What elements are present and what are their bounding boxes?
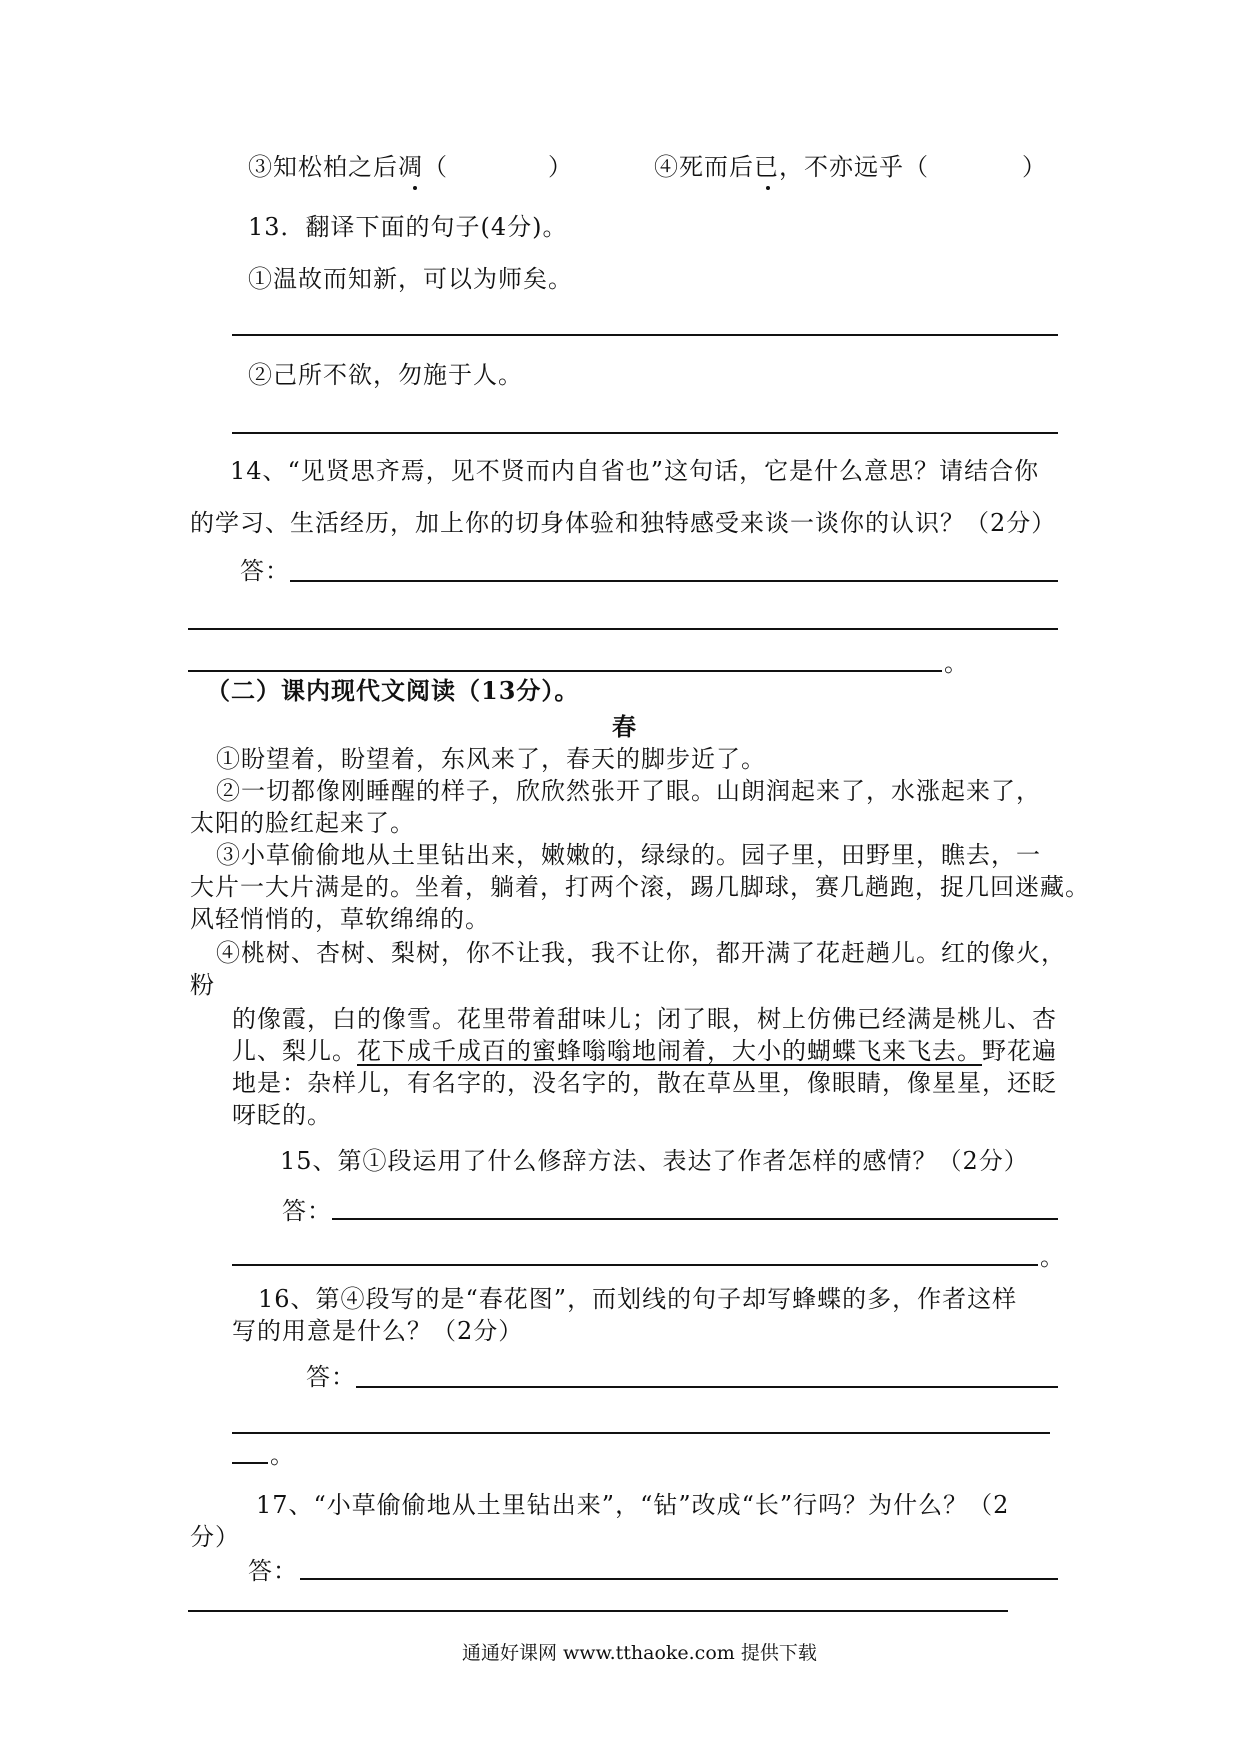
passage-paragraph-4-cont: 呀眨的。 [232,1101,332,1129]
answer-line [232,432,1058,434]
q14-line-1: 14、“见贤思齐焉，见不贤而内自省也”这句话，它是什么意思？请结合你 [230,457,1040,485]
q17-line-1: 17、“小草偷偷地从土里钻出来”，“钻”改成“长”行吗？为什么？（2 [256,1491,1010,1519]
answer-line [232,1432,1050,1434]
passage-paragraph-4-cont [232,1036,1057,1066]
emphasis-dot [413,186,417,190]
answer-line [290,580,1058,582]
emphasis-dot [766,186,770,190]
passage-text: 野花遍 [982,1037,1057,1065]
q13-sentence-2: ②己所不欲，勿施于人。 [248,361,523,389]
answer-label: 答： [240,557,290,585]
q12-item4-close: ） [1022,153,1047,181]
answer-label: 答： [306,1363,356,1391]
q17-line-2: 分） [190,1523,240,1551]
period: 。 [944,649,969,677]
answer-line [232,1264,1038,1266]
q14-line-2: 的学习、生活经历，加上你的切身体验和独特感受来谈一谈你的认识？（2分） [190,509,1057,537]
passage-paragraph-2: ②一切都像刚睡醒的样子，欣欣然张开了眼。山朗润起来了，水涨起来了， [216,777,1041,805]
answer-line [188,628,1058,630]
q15-text: 15、第①段运用了什么修辞方法、表达了作者怎样的感情？（2分） [280,1147,1029,1175]
q12-item3-close: ） [548,153,573,181]
passage-paragraph-3-cont: 风轻悄悄的，草软绵绵的。 [190,905,490,933]
q13-sentence-1: ①温故而知新，可以为师矣。 [248,265,573,293]
answer-line [188,670,942,672]
answer-line [232,1462,268,1464]
section-heading: （二）课内现代文阅读（13分）。 [206,676,580,705]
passage-text: 儿、梨儿。 [232,1037,357,1065]
passage-paragraph-4-cont: 粉 [190,971,215,999]
period: 。 [1040,1243,1065,1271]
answer-label: 答： [248,1557,298,1585]
passage-paragraph-4-cont: 地是：杂样儿，有名字的，没名字的，散在草丛里，像眼睛，像星星，还眨 [232,1069,1057,1097]
answer-line [300,1578,1058,1580]
passage-paragraph-4: ④桃树、杏树、梨树，你不让我，我不让你，都开满了花赶趟儿。红的像火， [216,939,1066,967]
answer-line [332,1218,1058,1220]
q16-line-2: 写的用意是什么？（2分） [232,1317,524,1345]
passage-paragraph-2-cont: 太阳的脸红起来了。 [190,809,415,837]
period: 。 [270,1441,295,1469]
q12-item4: ④死而后已，不亦远乎（ [654,153,929,181]
answer-line [356,1386,1058,1388]
footer-credit: 通通好课网 www.tthaoke.com 提供下载 [462,1642,817,1664]
passage-paragraph-1: ①盼望着，盼望着，东风来了，春天的脚步近了。 [216,745,766,773]
answer-line [232,334,1058,336]
passage-paragraph-3-cont: 大片一大片满是的。坐着，躺着，打两个滚，踢几脚球，赛几趟跑，捉几回迷藏。 [190,873,1090,901]
q16-line-1: 16、第④段写的是“春花图”，而划线的句子却写蜂蝶的多，作者这样 [258,1285,1018,1313]
passage-paragraph-3: ③小草偷偷地从土里钻出来，嫩嫩的，绿绿的。园子里，田野里，瞧去，一 [216,841,1041,869]
underlined-sentence: 花下成千成百的蜜蜂嗡嗡地闹着，大小的蝴蝶飞来飞去。 [357,1037,982,1065]
q12-item3: ③知松柏之后凋（ [248,153,448,181]
answer-label: 答： [282,1197,332,1225]
passage-paragraph-4-cont: 的像霞，白的像雪。花里带着甜味儿；闭了眼，树上仿佛已经满是桃儿、杏 [232,1005,1057,1033]
passage-title: 春 [612,712,637,741]
q13-title: 13．翻译下面的句子(4分)。 [248,213,568,241]
answer-line [188,1610,1008,1612]
